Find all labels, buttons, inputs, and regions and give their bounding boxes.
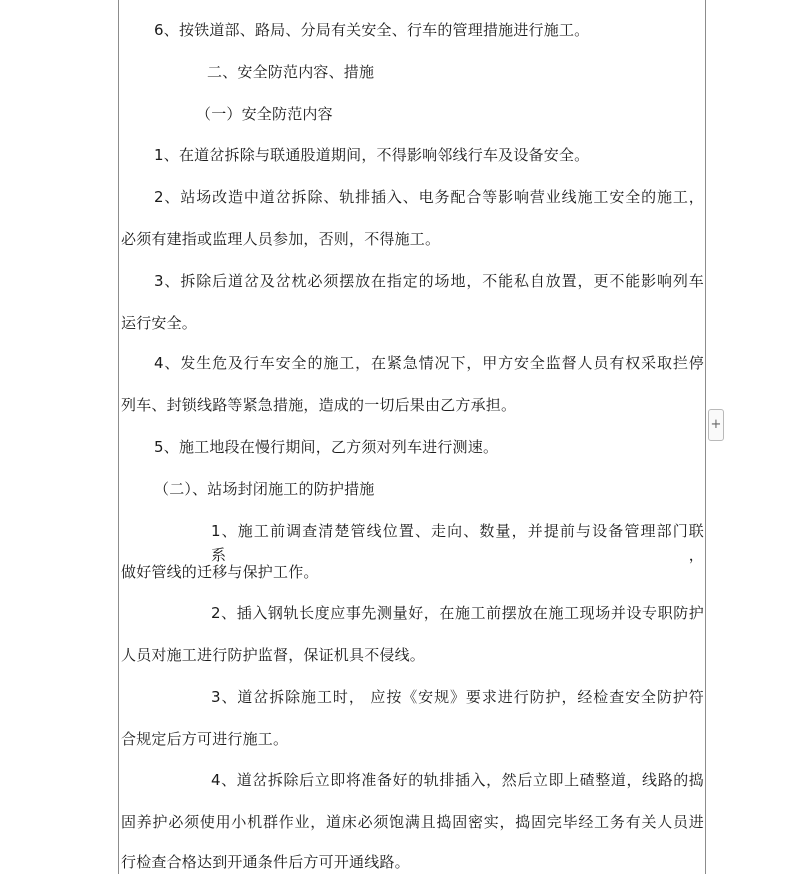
text-line: 运行安全。 [121,314,198,332]
text-line: 列车、封锁线路等紧急措施，造成的一切后果由乙方承担。 [121,396,517,414]
subsection-heading: （二）、站场封闭施工的防护措施 [154,480,375,498]
text-line: 3、拆除后道岔及岔枕必须摆放在指定的场地，不能私自放置，更不能影响列车 [154,272,704,290]
add-row-button[interactable]: + [708,409,724,441]
text-line: 必须有建指或监理人员参加，否则，不得施工。 [121,230,441,248]
text-line: 3、道岔拆除施工时， 应按《安规》要求进行防护，经检查安全防护符 [211,688,704,706]
text-line: 2、站场改造中道岔拆除、轨排插入、电务配合等影响营业线施工安全的施工， [154,188,704,206]
section-heading: 二、安全防范内容、措施 [207,63,375,81]
text-line: 1、在道岔拆除与联通股道期间，不得影响邻线行车及设备安全。 [154,146,590,164]
text-line: 4、发生危及行车安全的施工，在紧急情况下，甲方安全监督人员有权采取拦停 [154,354,704,372]
text-line: 6、按铁道部、路局、分局有关安全、行车的管理措施进行施工。 [154,21,590,39]
text-line: 2、插入钢轨长度应事先测量好，在施工前摆放在施工现场并设专职防护 [211,604,704,622]
page-left-border [118,0,119,874]
text-line: 人员对施工进行防护监督，保证机具不侵线。 [121,646,426,664]
text-line: 5、施工地段在慢行期间，乙方须对列车进行测速。 [154,438,499,456]
text-line: 行检查合格达到开通条件后方可开通线路。 [121,853,410,871]
text-line: 1、施工前调查清楚管线位置、走向、数量，并提前与设备管理部门联系， [211,522,704,564]
subsection-heading: （一）安全防范内容 [196,105,333,123]
page-right-border [705,0,706,874]
text-line: 4、道岔拆除后立即将准备好的轨排插入，然后立即上碴整道，线路的捣 [211,771,704,789]
text-line: 做好管线的迁移与保护工作。 [121,563,319,581]
text-line: 合规定后方可进行施工。 [121,730,289,748]
text-line: 固养护必须使用小机群作业，道床必须饱满且捣固密实，捣固完毕经工务有关人员进 [121,813,704,831]
